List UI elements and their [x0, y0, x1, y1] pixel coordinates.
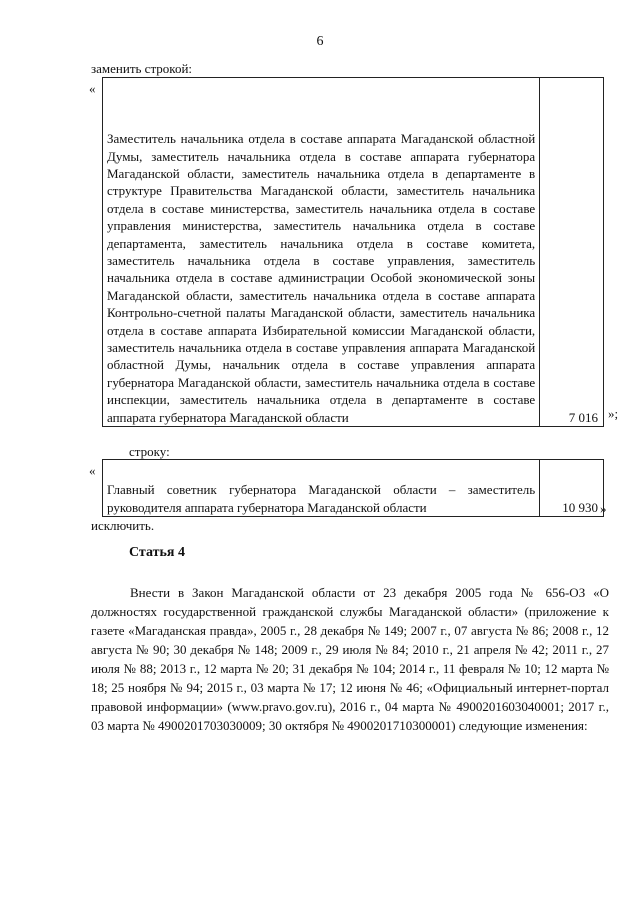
position-cell: Главный советник губернатора Магаданской области – заместитель руководителя аппарата губернатора Магаданской области — [103, 460, 540, 517]
table-row — [103, 78, 604, 427]
table-row — [103, 460, 604, 517]
amount-cell: 7 016 — [540, 78, 604, 427]
open-quote-2: « — [89, 463, 96, 478]
page-number: 6 — [316, 34, 324, 49]
exclude-label: исключить. — [91, 518, 155, 533]
line-label: строку: — [129, 444, 170, 459]
close-quote-1: »; — [608, 406, 619, 421]
excluded-table — [102, 459, 604, 517]
replacement-table — [102, 77, 604, 427]
amount-cell: 10 930 — [540, 460, 604, 517]
article-heading: Статья 4 — [129, 545, 185, 560]
position-cell: Заместитель начальника отдела в составе аппарата Магаданской областной Думы, заместитель начальника отдела в составе аппарата губернатора Магаданской области, заместитель начальника отдела в департаменте в структуре Правительства Магаданской области, заместитель начальника отдела в составе министерства, заместитель начальника отдела в составе управления министерства, заместитель начальника отдела в составе департамента, заместитель начальника отдела в составе комитета, заместитель начальника отдела в составе управления, заместитель начальника отдела в составе администрации Особой экономической зоны Магаданской области, заместитель начальника отдела в составе аппарата Контрольно-счетной палаты Магаданской области, заместитель начальника отдела в составе аппарата Избирательной комиссии Магаданской области, заместитель начальника отдела в составе управления аппарата Магаданской областной Думы, начальник отдела в составе управления аппарата губернатора Магаданской области, заместитель начальника отдела в составе инспекции, заместитель начальника отдела в департаменте в составе аппарата губернатора Магаданской области — [103, 78, 540, 427]
article-paragraph: Внести в Закон Магаданской области от 23 декабря 2005 года № 656-ОЗ «О должностях государственной гражданской службы Магаданской области» (приложение к газете «Магаданская правда», 2005 г., 28 декабря № 149; 2007 г., 07 августа № 86; 2008 г., 12 августа № 90; 30 декабря № 148; 2009 г., 29 июля № 84; 2010 г., 21 апреля № 42; 2011 г., 27 июля № 88; 2013 г., 12 марта № 20; 31 декабря № 104; 2014 г., 11 февраля № 10; 12 марта № 18; 25 ноября № 94; 2015 г., 03 марта № 17; 12 июня № 46; «Официальный интернет-портал правовой информации» (www.pravo.gov.ru), 2016 г., 04 марта № 4900201603040001; 2017 г., 03 марта № 4900201703030009; 30 октября № 4900201710300001) следующие изменения: — [91, 585, 609, 733]
open-quote-1: « — [89, 81, 96, 96]
close-quote-2: » — [600, 501, 607, 516]
replace-label: заменить строкой: — [91, 61, 193, 76]
